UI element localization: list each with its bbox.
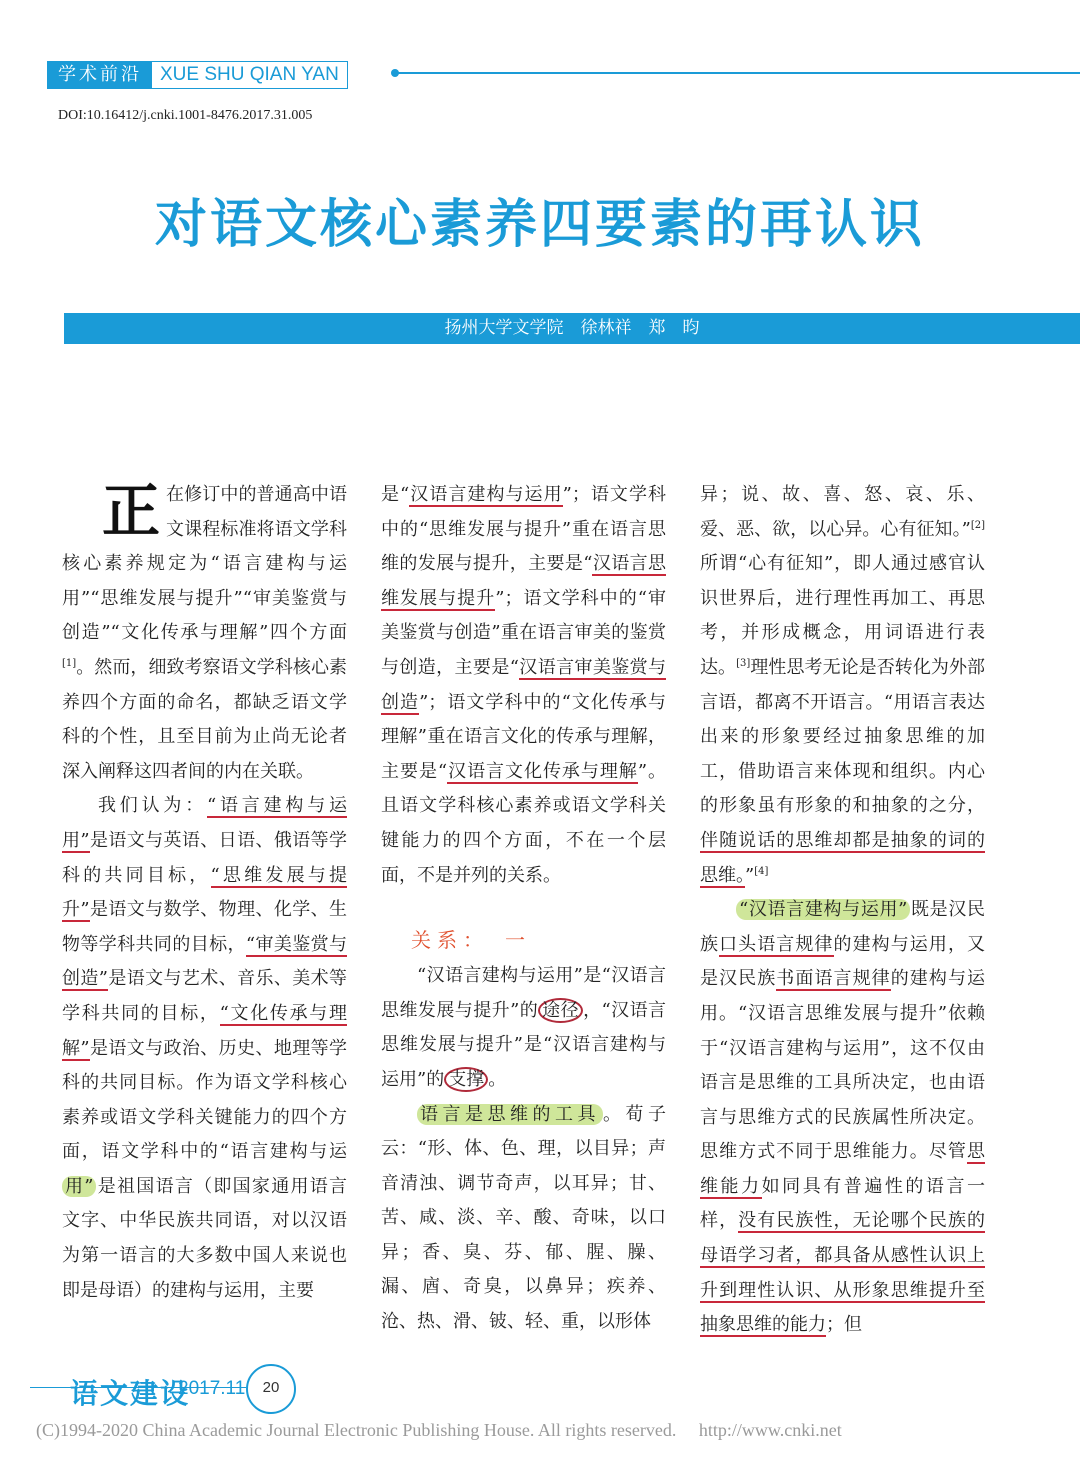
citation-ref: [1]	[62, 657, 77, 669]
column-2	[381, 478, 666, 1340]
highlight-annotation: “汉语言建构与运用”	[736, 899, 910, 920]
journal-logo: 语文建设	[70, 1377, 191, 1410]
text: 。然而，细致考察语文学科核心素养四个方面的命名，都缺乏语文学科的个性，且至目前为止尚无论者深入阐释这四者间的内在关联。	[62, 656, 347, 782]
underline-annotation: “语言建构与运用”	[62, 795, 347, 851]
dropcap: 正	[102, 477, 161, 545]
text: 是语文与政治、历史、地理等学科的共同目标。作为语文学科核心素养或语文学科关键能力的四个方面，语文学科中的“语言建构与运	[62, 1037, 348, 1163]
circle-annotation: 途径	[538, 998, 583, 1023]
text: ；但	[826, 1314, 862, 1336]
text: ”；语文学科中的“审美鉴赏与创造”重在语言审美的鉴赏与创造，主要是“	[381, 587, 667, 678]
circle-annotation: 支撑	[444, 1067, 488, 1092]
citation-ref: [3]	[736, 657, 751, 669]
text: 。	[488, 1068, 507, 1090]
paragraph-6	[700, 478, 985, 893]
copyright-notice: (C)1994-2020 China Academic Journal Electronic Publishing House. All rights reserved. http://www.cnki.net	[36, 1420, 842, 1440]
text: 。荀子云：“形、体、色、理，以目异；声音清浊、调节奇声，以耳异；甘、苦、咸、淡、辛、酸、奇味，以口异；香、臭、芬、郁、腥、臊、漏、庮、奇臭，以鼻异；疾养、沧、热、滑、铍、轻、重，以形体	[381, 1103, 666, 1333]
underline-annotation: 汉语言文化传承与理解	[447, 760, 638, 782]
doi: DOI:10.16412/j.cnki.1001-8476.2017.31.005	[58, 108, 313, 123]
underline-annotation: “文化传承与理解”	[62, 1002, 348, 1059]
paragraph-1	[62, 478, 347, 789]
highlight-annotation: 用”	[62, 1176, 96, 1197]
header-rule	[394, 72, 1080, 74]
underline-annotation: “思维发展与提升”	[62, 864, 348, 921]
page-number: 20	[246, 1364, 296, 1414]
text: 理性思考无论是否转化为外部言语，都离不开语言。“用语言表达出来的形象要经过抽象思维的加工，借助语言来体现和组织。内心的形象虽有形象的和抽象的之分，	[700, 656, 986, 817]
text: 如同具有普遍性的语言一样，	[700, 1175, 986, 1232]
column-1	[62, 478, 347, 1308]
underline-annotation: 汉语言建构与运用	[409, 484, 563, 505]
underline-annotation: 口头语言规律	[719, 933, 834, 955]
paragraph-7	[700, 893, 985, 1343]
column-3	[700, 478, 985, 1343]
underline-annotation: 书面语言规律	[776, 968, 891, 990]
issue-date: 2017.11	[178, 1378, 246, 1399]
text: ”。且语文学科核心素养或语文学科关键能力的四个方面，不在一个层面，不是并列的关系。	[381, 760, 667, 886]
underline-annotation: 汉语言思维发展与提升	[381, 553, 666, 609]
highlight-annotation: 语言是思维的工具	[417, 1104, 603, 1125]
text: “汉语言建构与运用”是“汉语言思维发展与提升”的	[381, 965, 666, 1021]
paragraph-5	[381, 1098, 666, 1340]
text: 是语文与数学、物理、化学、生物等学科共同的目标，	[62, 899, 348, 955]
text: 我们认为：	[98, 795, 207, 817]
underline-annotation: 伴随说话的思维却都是抽象的词的思维。	[700, 829, 985, 886]
underline-annotation: 没有民族性，无论哪个民族的母语学习者，都具备从感性认识上升到理性认识、从形象思维提升至抽象思维的能力	[700, 1210, 986, 1336]
handwritten-note: 关系： 一	[411, 928, 531, 953]
citation-ref: [2]	[970, 519, 985, 531]
text: 在修订中的普通高中语文课程标准将语文学科核心素养规定为“语言建构与运用”“思维发展与提升”“审美鉴赏与创造”“文化传承与理解”四个方面	[62, 484, 347, 644]
underline-annotation: “审美鉴赏与创造”	[62, 933, 348, 990]
text: 是“	[381, 484, 410, 505]
paragraph-2	[62, 789, 347, 1308]
column-tag-en: XUE SHU QIAN YAN	[152, 62, 347, 88]
text: 的建构与运用，又是汉民族	[700, 933, 986, 990]
paragraph-3	[381, 478, 666, 893]
article-title: 对语文核心素养四要素的再认识	[154, 194, 925, 255]
text: ”；语文学科中的“文化传承与理解”重在语言文化的传承与理解，主要是“	[381, 691, 667, 782]
author-bar: 扬州大学文学院 徐林祥 郑 昀	[64, 313, 1080, 344]
text: ，“汉语言思维发展与提升”是“汉语言建构与运用”的	[381, 999, 667, 1090]
text: ”	[745, 864, 755, 886]
paragraph-4	[381, 959, 666, 1097]
underline-annotation: 汉语言审美鉴赏与创造	[381, 656, 667, 713]
text: 所谓“心有征知”，即人通过感官认识世界后，进行理性再加工、再思考，并形成概念，用词语进行表达。	[700, 553, 985, 678]
text: 是语文与艺术、音乐、美术等学科共同的目标，	[62, 968, 348, 1024]
text: 是语文与英语、日语、俄语等学科的共同目标，	[62, 829, 348, 886]
column-tag	[47, 61, 348, 89]
citation-ref: [4]	[754, 865, 769, 877]
text: 异；说、故、喜、怒、哀、乐、爱、恶、欲，以心异。心有征知。”	[700, 484, 985, 540]
underline-annotation: 思维能力	[700, 1141, 985, 1197]
text: 既是汉民族	[700, 899, 986, 955]
column-tag-cn: 学术前沿	[48, 62, 152, 88]
text: ”；语文学科中的“思维发展与提升”重在语言思维的发展与提升，主要是“	[381, 484, 667, 575]
text: 是祖国语言（即国家通用语言文字、中华民族共同语，对以汉语为第一语言的大多数中国人来说也即是母语）的建构与运用，主要	[62, 1175, 348, 1301]
text: 的建构与运用。“汉语言思维发展与提升”依赖于“汉语言建构与运用”，这不仅由语言是思维的工具所决定，也由语言与思维方式的民族属性所决定。思维方式不同于思维能力。尽管	[700, 968, 986, 1163]
